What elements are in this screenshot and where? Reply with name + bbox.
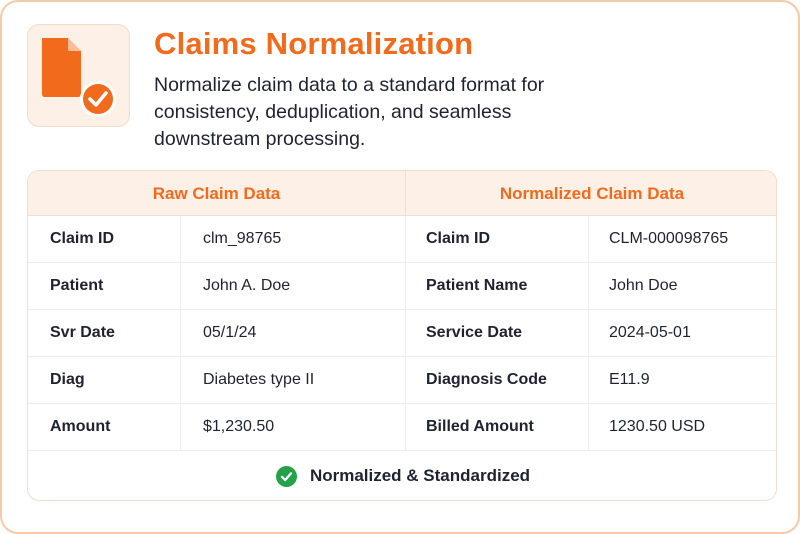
table-row [28,357,777,404]
raw-field-label: Patient [28,263,181,309]
raw-field-label: Claim ID [28,216,181,262]
table-row [28,263,777,310]
claims-comparison-table [27,170,777,501]
normalized-field-label: Billed Amount [406,404,589,450]
raw-field-label: Diag [28,357,181,403]
page-title: Claims Normalization [154,26,474,61]
normalized-field-label: Claim ID [406,216,589,262]
raw-field-value: 05/1/24 [181,310,406,356]
normalized-field-label: Service Date [406,310,589,356]
normalized-field-label: Patient Name [406,263,589,309]
raw-field-value: clm_98765 [181,216,406,262]
document-check-icon [28,25,131,128]
normalized-field-label: Diagnosis Code [406,357,589,403]
table-row [28,310,777,357]
table-header [28,171,777,216]
raw-field-value: $1,230.50 [181,404,406,450]
normalized-field-value: CLM-000098765 [609,230,729,247]
normalized-claim-data-header: Normalized Claim Data [499,183,685,203]
normalized-field-value: 1230.50 USD [609,418,706,435]
normalized-field-value: 2024-05-01 [609,324,691,341]
icon-tile [27,24,130,127]
page-description: Normalize claim data to a standard format for consistency, deduplication, and seamless downstream processing. [154,74,545,150]
check-circle-icon [276,466,297,487]
normalized-field-value: John Doe [609,277,678,294]
raw-field-value: John A. Doe [181,263,406,309]
normalized-field-value: E11.9 [609,371,650,388]
raw-field-label: Svr Date [28,310,181,356]
status-footer [28,450,777,501]
table-row [28,404,777,451]
raw-field-value: Diabetes type II [181,357,406,403]
raw-claim-data-header: Raw Claim Data [28,171,406,216]
status-label: Normalized & Standardized [309,466,531,485]
table-row [28,216,777,263]
raw-field-label: Amount [28,404,181,450]
